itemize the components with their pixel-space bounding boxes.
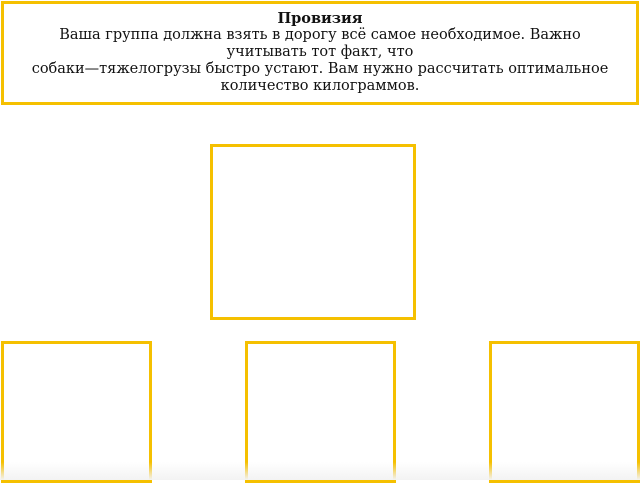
drop-zone-top[interactable]	[210, 144, 416, 320]
task-title: Провизия	[277, 10, 363, 27]
task-text-line-3: собаки—тяжелогрузы быстро устают. Вам нужно рассчитать оптимальное	[31, 61, 609, 77]
task-text-line-1: Ваша группа должна взять в дорогу всё самое необходимое. Важно	[59, 27, 581, 43]
task-text-line-4: количество килограммов.	[220, 78, 420, 94]
task-description-box	[1, 1, 639, 105]
bottom-fade	[0, 462, 640, 480]
task-text-line-2: учитывать тот факт, что	[226, 44, 414, 60]
